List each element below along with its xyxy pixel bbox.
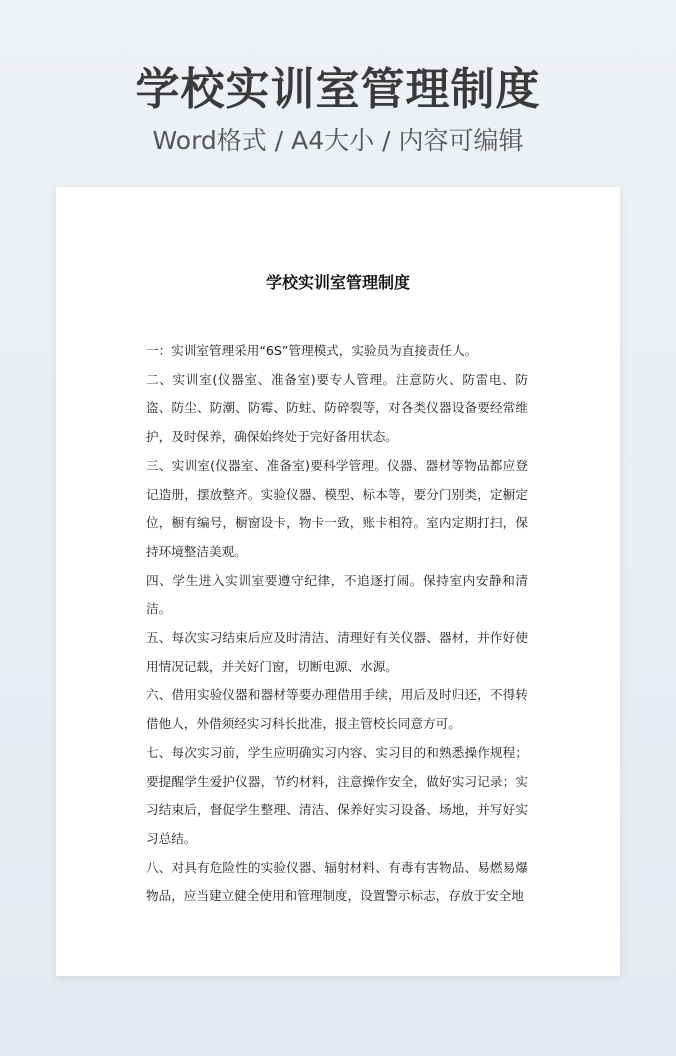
paragraph-4: 四、学生进入实训室要遵守纪律，不追逐打闹。保持室内安静和清洁。 — [146, 572, 528, 617]
paragraph-8: 八、对具有危险性的实验仪器、辐射材料、有毒有害物品、易燃易爆物品，应当建立健全使用和管理制度，设置警示标志，存放于安全地 — [146, 859, 528, 904]
banner-subtitle: Word格式 / A4大小 / 内容可编辑 — [152, 126, 524, 155]
paragraph-3: 三、实训室(仪器室、准备室)要科学管理。仪器、器材等物品都应登记造册，摆放整齐。实验仪器、模型、标本等，要分门别类，定橱定位，橱有编号，橱窗设卡，物卡一致，账卡相符。室内定期打扫，保持环境整洁美观。 — [146, 457, 528, 559]
document-body — [146, 337, 528, 911]
document-page — [56, 187, 620, 976]
banner-title: 学校实训室管理制度 — [135, 64, 541, 115]
document-title: 学校实训室管理制度 — [265, 273, 410, 292]
paragraph-2: 二、实训室(仪器室、准备室)要专人管理。注意防火、防雷电、防盗、防尘、防潮、防霉、防蛀、防碎裂等，对各类仪器设备要经常维护，及时保养，确保始终处于完好备用状态。 — [146, 371, 528, 445]
paragraph-1: 一：实训室管理采用“6S”管理模式，实验员为直接责任人。 — [146, 343, 478, 358]
paragraph-6: 六、借用实验仪器和器材等要办理借用手续，用后及时归还，不得转借他人，外借须经实习科长批准，报主管校长同意方可。 — [146, 687, 528, 732]
banner — [0, 62, 676, 158]
paragraph-7: 七、每次实习前，学生应明确实习内容、实习目的和熟悉操作规程；要提醒学生爱护仪器，节约材料，注意操作安全，做好实习记录；实习结束后，督促学生整理、清洁、保养好实习设备、场地，并写好实习总结。 — [146, 744, 528, 846]
paragraph-5: 五、每次实习结束后应及时清洁、清理好有关仪器、器材，并作好使用情况记载，并关好门窗，切断电源、水源。 — [146, 630, 528, 674]
